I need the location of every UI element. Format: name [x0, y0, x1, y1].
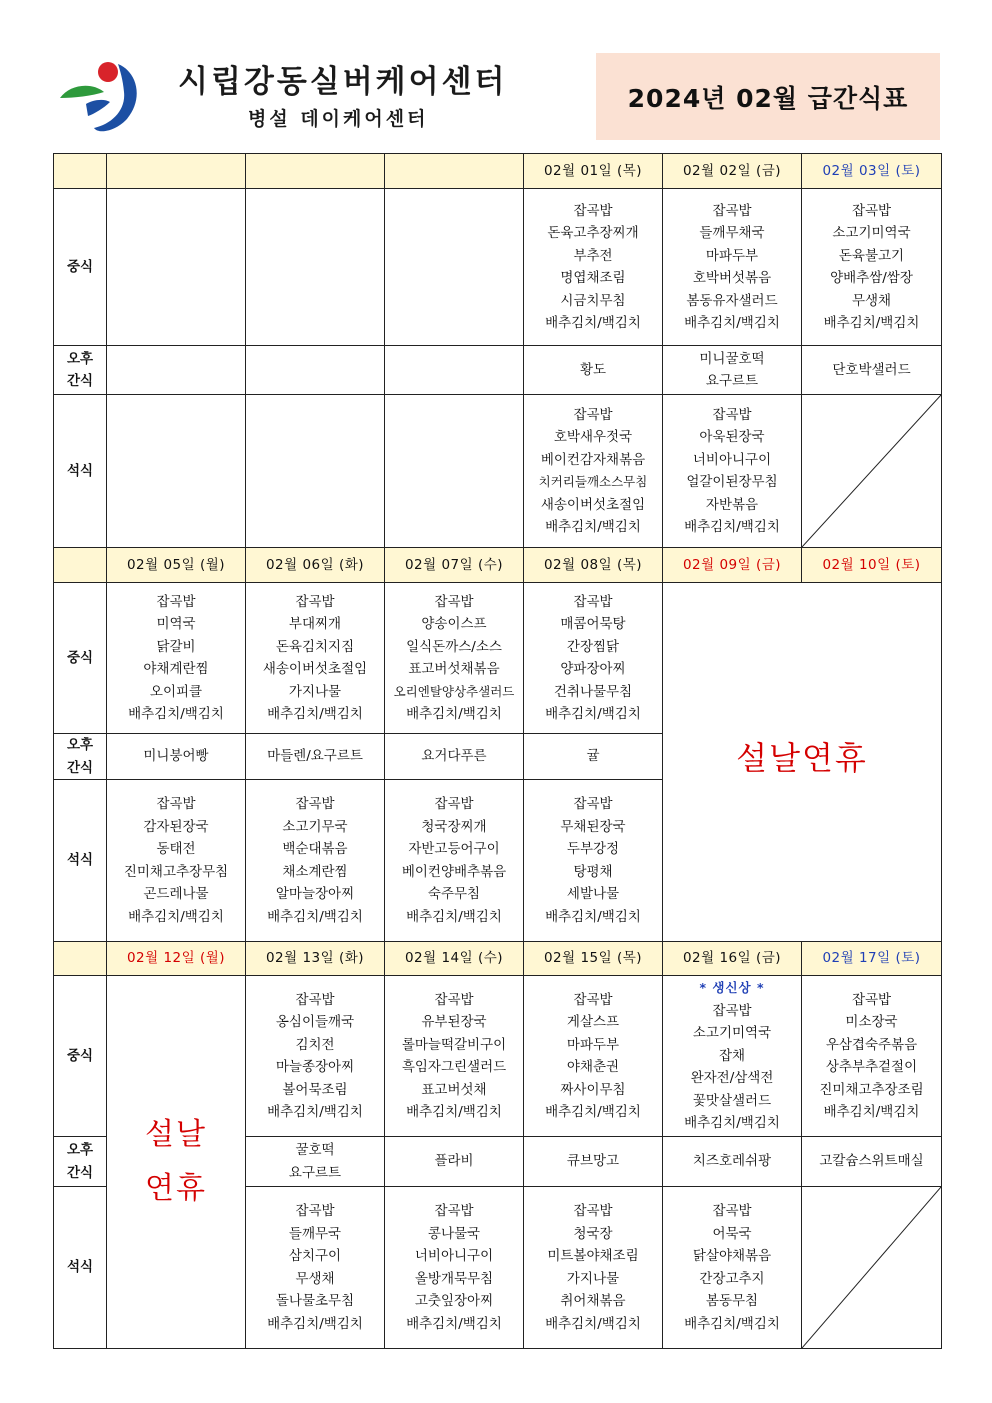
meal-label-snack [54, 734, 107, 780]
menu-item: 잡곡밥 [573, 991, 613, 1008]
date-header: 02월 13일 (화) [246, 942, 385, 976]
menu-item: 미니붕어빵 [143, 748, 209, 765]
date-header: 02월 15일 (목) [524, 942, 663, 976]
menu-item: 플라비 [434, 1153, 474, 1170]
menu-item: 양배추쌈/쌈장 [830, 270, 913, 286]
menu-item: 잡곡밥 [295, 1203, 335, 1219]
menu-item: 배추김치/백김치 [545, 315, 641, 331]
menu-item: 배추김치/백김치 [823, 1104, 920, 1120]
menu-item: 배추김치/백김치 [267, 706, 363, 722]
week3-date-row [54, 942, 942, 976]
menu-item: 배추김치/백김치 [545, 908, 641, 925]
menu-item: 청국장찌개 [421, 818, 487, 835]
menu-item: 매콤어묵탕 [560, 616, 626, 632]
menu-item: 미소장국 [845, 1014, 898, 1030]
date-header [246, 154, 385, 189]
menu-item: 요구르트 [288, 1164, 342, 1181]
menu-item: 잡곡밥 [573, 796, 613, 812]
menu-item: 잡곡밥 [573, 593, 613, 610]
menu-item: 오이피클 [149, 683, 203, 700]
menu-item: 꽃맛살샐러드 [692, 1092, 772, 1109]
snack-cell [524, 734, 663, 780]
corner-cell [54, 154, 107, 189]
menu-item: 미역국 [156, 616, 196, 632]
menu-item: 오후 [66, 350, 94, 367]
menu-item: 잡곡밥 [851, 991, 892, 1008]
menu-cell [524, 583, 663, 734]
menu-item: 감자된장국 [143, 818, 209, 835]
menu-item: 어묵국 [712, 1225, 752, 1242]
meal-schedule-table [53, 153, 942, 1349]
snack-cell [246, 734, 385, 780]
menu-item: 명엽채조림 [560, 270, 626, 286]
menu-item: 배추김치/백김치 [406, 706, 502, 722]
diagonal-line [802, 395, 941, 547]
menu-item: 배추김치/백김치 [684, 315, 780, 331]
menu-item: 돈육불고기 [838, 247, 905, 264]
menu-item: 배추김치/백김치 [823, 315, 920, 331]
holiday-cell [107, 976, 246, 1349]
menu-cell [107, 780, 246, 942]
menu-cell [385, 780, 524, 942]
menu-item: 배추김치/백김치 [684, 519, 780, 535]
menu-item: 잡곡밥 [712, 202, 752, 219]
menu-item: 상추부추겉절이 [825, 1059, 918, 1075]
menu-item: 베이컨양배추볶음 [401, 863, 507, 880]
menu-item: 자반볶음 [705, 496, 759, 513]
menu-item: 진미채고추장조림 [819, 1081, 924, 1098]
menu-item: 마파두부 [566, 1036, 620, 1053]
menu-item: 삼치구이 [288, 1248, 342, 1264]
menu-item: 꿀호떡 [295, 1142, 335, 1158]
menu-item: 배추김치/백김치 [684, 1315, 780, 1332]
menu-item: 마늘종장아찌 [275, 1059, 355, 1075]
menu-item: 잡곡밥 [712, 406, 752, 423]
menu-item: 부추전 [573, 247, 613, 264]
menu-cell [385, 976, 524, 1137]
meal-label-dinner: 석식 [54, 780, 107, 942]
menu-item: 올방개묵무침 [414, 1270, 494, 1287]
menu-item: 잡곡밥 [434, 1203, 474, 1219]
menu-item: 배추김치/백김치 [267, 1315, 363, 1332]
holiday-label: 설날 [145, 1117, 207, 1152]
menu-item: 호박새우젓국 [553, 429, 633, 445]
date-header [385, 154, 524, 189]
menu-item: 탕평채 [573, 863, 613, 880]
menu-cell [107, 189, 246, 346]
snack-cell [802, 346, 942, 395]
week1-snack-row [54, 346, 942, 395]
menu-item: 호박버섯볶음 [692, 270, 772, 286]
menu-cell [802, 976, 942, 1137]
menu-item: 짜사이무침 [560, 1081, 626, 1098]
meal-label-snack [54, 1137, 107, 1187]
menu-cell [246, 780, 385, 942]
date-header: 02월 08일 (목) [524, 548, 663, 583]
snack-cell [246, 1137, 385, 1187]
menu-item: 닭갈비 [156, 638, 196, 655]
menu-item: 미니꿀호떡 [699, 350, 765, 367]
menu-item: 잡곡밥 [434, 991, 474, 1008]
menu-item: 표고버섯채 [421, 1081, 487, 1098]
week3-lunch-row [54, 976, 942, 1137]
menu-item: 봄동무침 [705, 1293, 759, 1309]
birthday-special-label: * 생신상 * [699, 980, 765, 996]
menu-item: 백순대볶음 [282, 841, 348, 857]
menu-item: 잡곡밥 [851, 202, 892, 219]
menu-item: 배추김치/백김치 [128, 706, 224, 722]
menu-item: 가지나물 [288, 683, 342, 700]
menu-item: 배추김치/백김치 [406, 1315, 502, 1332]
menu-item: 일식돈까스/소스 [406, 638, 502, 655]
menu-item: 잡곡밥 [295, 991, 335, 1008]
date-header: 02월 01일 (목) [524, 154, 663, 189]
menu-cell [246, 189, 385, 346]
logo-blue-stroke [86, 100, 110, 116]
menu-item: 취어채볶음 [560, 1293, 626, 1309]
snack-cell [246, 346, 385, 395]
menu-item: 무생채 [851, 292, 892, 309]
menu-cell [663, 1187, 802, 1349]
snack-cell [663, 346, 802, 395]
snack-cell [107, 734, 246, 780]
menu-item: 김치전 [295, 1036, 335, 1053]
menu-item: 오후 [66, 737, 94, 753]
menu-item: 양파장아찌 [560, 661, 626, 677]
snack-cell [385, 346, 524, 395]
menu-item: 소고기무국 [282, 818, 348, 835]
menu-cell [246, 395, 385, 548]
menu-item: 너비아니구이 [414, 1248, 494, 1264]
snack-cell [385, 1137, 524, 1187]
date-header-holiday: 02월 09일 (금) [663, 548, 802, 583]
menu-item: 무생채 [295, 1270, 335, 1287]
menu-item: 배추김치/백김치 [267, 1104, 363, 1120]
page-title: 2024년 02월 급간식표 [596, 53, 940, 140]
meal-label-dinner: 석식 [54, 1187, 107, 1349]
menu-cell [524, 780, 663, 942]
menu-item: 양송이스프 [421, 616, 487, 632]
menu-item: 잡곡밥 [434, 796, 474, 812]
week2-date-row [54, 548, 942, 583]
date-header: 02월 16일 (금) [663, 942, 802, 976]
menu-item: 귤 [586, 748, 600, 765]
snack-cell [663, 1137, 802, 1187]
menu-item: 황도 [579, 361, 607, 378]
menu-item: 배추김치/백김치 [128, 908, 224, 925]
diagonal-line [802, 1187, 941, 1348]
empty-diagonal-cell [802, 395, 942, 548]
menu-item: 시금치무침 [560, 292, 626, 309]
menu-cell [524, 1187, 663, 1349]
menu-item: 잡곡밥 [295, 593, 335, 610]
week1-date-row [54, 154, 942, 189]
menu-item: 배추김치/백김치 [406, 1104, 502, 1120]
menu-item: 가지나물 [566, 1270, 620, 1287]
menu-item: 부대찌개 [288, 616, 342, 632]
date-header: 02월 14일 (수) [385, 942, 524, 976]
date-header: 02월 07일 (수) [385, 548, 524, 583]
menu-item: 들깨무채국 [699, 225, 765, 241]
menu-item: 얼갈이된장무침 [686, 474, 778, 490]
menu-item: 표고버섯채볶음 [408, 661, 500, 677]
logo-red-dot [98, 62, 118, 82]
menu-item: 돈육고추장찌개 [547, 225, 639, 241]
menu-item: 소고기미역국 [692, 1025, 772, 1042]
menu-item: 고칼슘스위트매실 [819, 1153, 924, 1170]
org-subtitle: 병설 데이케어센터 [248, 108, 429, 130]
menu-item: 잡채 [718, 1047, 746, 1064]
menu-item: 잡곡밥 [573, 406, 613, 423]
menu-item: 베이컨감자채볶음 [540, 451, 646, 468]
menu-item: 새송이버섯초절임 [262, 661, 368, 677]
menu-item: 너비아니구이 [692, 451, 772, 468]
meal-label-snack [54, 346, 107, 395]
date-header: 02월 06일 (화) [246, 548, 385, 583]
menu-item: 채소계란찜 [282, 863, 348, 880]
menu-item: 자반고등어구이 [408, 841, 500, 857]
menu-item: 돈육김치지짐 [275, 638, 355, 655]
menu-cell [385, 189, 524, 346]
menu-item: 배추김치/백김치 [545, 519, 641, 535]
menu-cell [663, 395, 802, 548]
menu-cell [524, 189, 663, 346]
menu-item: 숙주무침 [427, 886, 481, 902]
menu-item: 건취나물무침 [553, 683, 633, 700]
menu-item: 들깨무국 [288, 1225, 342, 1242]
menu-item: 게살스프 [566, 1014, 620, 1030]
snack-cell [107, 346, 246, 395]
menu-item: 진미채고추장무침 [123, 863, 229, 880]
menu-item: 알마늘장아찌 [275, 886, 355, 902]
meal-label-lunch: 중식 [54, 976, 107, 1137]
menu-item: 동태전 [156, 841, 196, 857]
menu-item: 치즈호레쉬팡 [692, 1153, 772, 1170]
corner-cell [54, 548, 107, 583]
menu-item: 잡곡밥 [295, 796, 335, 812]
menu-item: 옹심이들깨국 [275, 1014, 355, 1030]
meal-label-lunch: 중식 [54, 189, 107, 346]
meal-label-lunch: 중식 [54, 583, 107, 734]
menu-item: 곤드레나물 [143, 886, 209, 902]
menu-cell [385, 583, 524, 734]
menu-item: 소고기미역국 [832, 225, 911, 241]
center-logo [58, 58, 158, 136]
menu-cell [246, 1187, 385, 1349]
date-header: 02월 05일 (월) [107, 548, 246, 583]
date-header-saturday: 02월 03일 (토) [802, 154, 942, 189]
holiday-label: 연휴 [145, 1171, 207, 1206]
menu-item: 잡곡밥 [712, 1203, 752, 1219]
menu-item: 배추김치/백김치 [406, 908, 502, 925]
menu-item: 닭살야채볶음 [692, 1248, 772, 1264]
menu-item: 치커리들깨소스무침 [538, 474, 648, 489]
menu-cell-birthday [663, 976, 802, 1137]
menu-cell [385, 395, 524, 548]
menu-item: 잡곡밥 [156, 796, 196, 812]
menu-cell [524, 976, 663, 1137]
menu-item: 간식 [66, 373, 94, 389]
org-name: 시립강동실버케어센터 [178, 64, 508, 100]
menu-item: 볼어묵조림 [282, 1081, 348, 1098]
corner-cell [54, 942, 107, 976]
menu-item: 청국장 [573, 1225, 613, 1242]
snack-cell [524, 1137, 663, 1187]
menu-item: 우삼겹숙주볶음 [825, 1036, 918, 1053]
menu-item: 유부된장국 [421, 1014, 487, 1030]
menu-item: 배추김치/백김치 [684, 1115, 780, 1132]
menu-cell [107, 395, 246, 548]
menu-item: 미트볼야채조림 [547, 1248, 639, 1264]
menu-item: 잡곡밥 [712, 1002, 752, 1019]
menu-item: 배추김치/백김치 [545, 706, 641, 722]
menu-item: 간장고추지 [699, 1270, 765, 1287]
menu-item: 배추김치/백김치 [267, 908, 363, 925]
menu-item: 야채춘권 [566, 1059, 620, 1075]
menu-item: 두부강정 [566, 841, 620, 857]
snack-cell [802, 1137, 942, 1187]
holiday-label: 설날연휴 [736, 739, 868, 778]
snack-cell [524, 346, 663, 395]
menu-item: 간식 [66, 759, 94, 776]
snack-cell [385, 734, 524, 780]
menu-item: 롤마늘떡갈비구이 [401, 1036, 507, 1053]
date-header: 02월 02일 (금) [663, 154, 802, 189]
menu-item: 잡곡밥 [573, 202, 613, 219]
menu-item: 무채된장국 [560, 818, 626, 835]
menu-cell [663, 189, 802, 346]
menu-item: 새송이버섯초절임 [540, 496, 646, 513]
menu-item: 배추김치/백김치 [545, 1315, 641, 1332]
menu-item: 오후 [66, 1142, 94, 1158]
menu-item: 봄동유자샐러드 [686, 292, 778, 309]
meal-label-dinner: 석식 [54, 395, 107, 548]
menu-item: 잡곡밥 [434, 593, 474, 610]
menu-item: 단호박샐러드 [832, 361, 911, 378]
holiday-cell [663, 583, 942, 942]
week1-dinner-row [54, 395, 942, 548]
menu-item: 요거다푸른 [421, 748, 487, 765]
menu-cell [246, 976, 385, 1137]
logo-leaf-left [60, 86, 104, 98]
menu-item: 돌나물초무침 [275, 1293, 355, 1309]
menu-item: 요구르트 [705, 373, 759, 389]
menu-cell [246, 583, 385, 734]
date-header [107, 154, 246, 189]
menu-item: 세발나물 [566, 886, 620, 902]
week1-lunch-row [54, 189, 942, 346]
menu-item: 간장찜닭 [566, 638, 620, 655]
menu-item: 마들렌/요구르트 [267, 748, 363, 765]
empty-diagonal-cell [802, 1187, 942, 1349]
menu-item: 흑임자그린샐러드 [401, 1059, 507, 1075]
menu-item: 아욱된장국 [699, 429, 765, 445]
menu-cell [385, 1187, 524, 1349]
date-header-holiday: 02월 12일 (월) [107, 942, 246, 976]
menu-item: 오리엔탈양상추샐러드 [393, 683, 515, 699]
menu-item: 잡곡밥 [156, 593, 196, 610]
date-header-saturday: 02월 17일 (토) [802, 942, 942, 976]
menu-cell [524, 395, 663, 548]
menu-item: 잡곡밥 [573, 1203, 613, 1219]
menu-list [663, 1000, 801, 1135]
date-header-holiday: 02월 10일 (토) [802, 548, 942, 583]
menu-item: 배추김치/백김치 [545, 1104, 641, 1120]
menu-item: 간식 [66, 1164, 94, 1181]
menu-item: 큐브망고 [566, 1153, 620, 1170]
menu-item: 야채계란찜 [143, 661, 209, 677]
menu-item: 고춧잎장아찌 [414, 1293, 494, 1309]
week2-lunch-row [54, 583, 942, 734]
menu-item: 콩나물국 [427, 1225, 481, 1242]
menu-item: 완자전/삼색전 [690, 1070, 774, 1087]
menu-cell [802, 189, 942, 346]
menu-item: 마파두부 [705, 247, 759, 264]
menu-cell [107, 583, 246, 734]
